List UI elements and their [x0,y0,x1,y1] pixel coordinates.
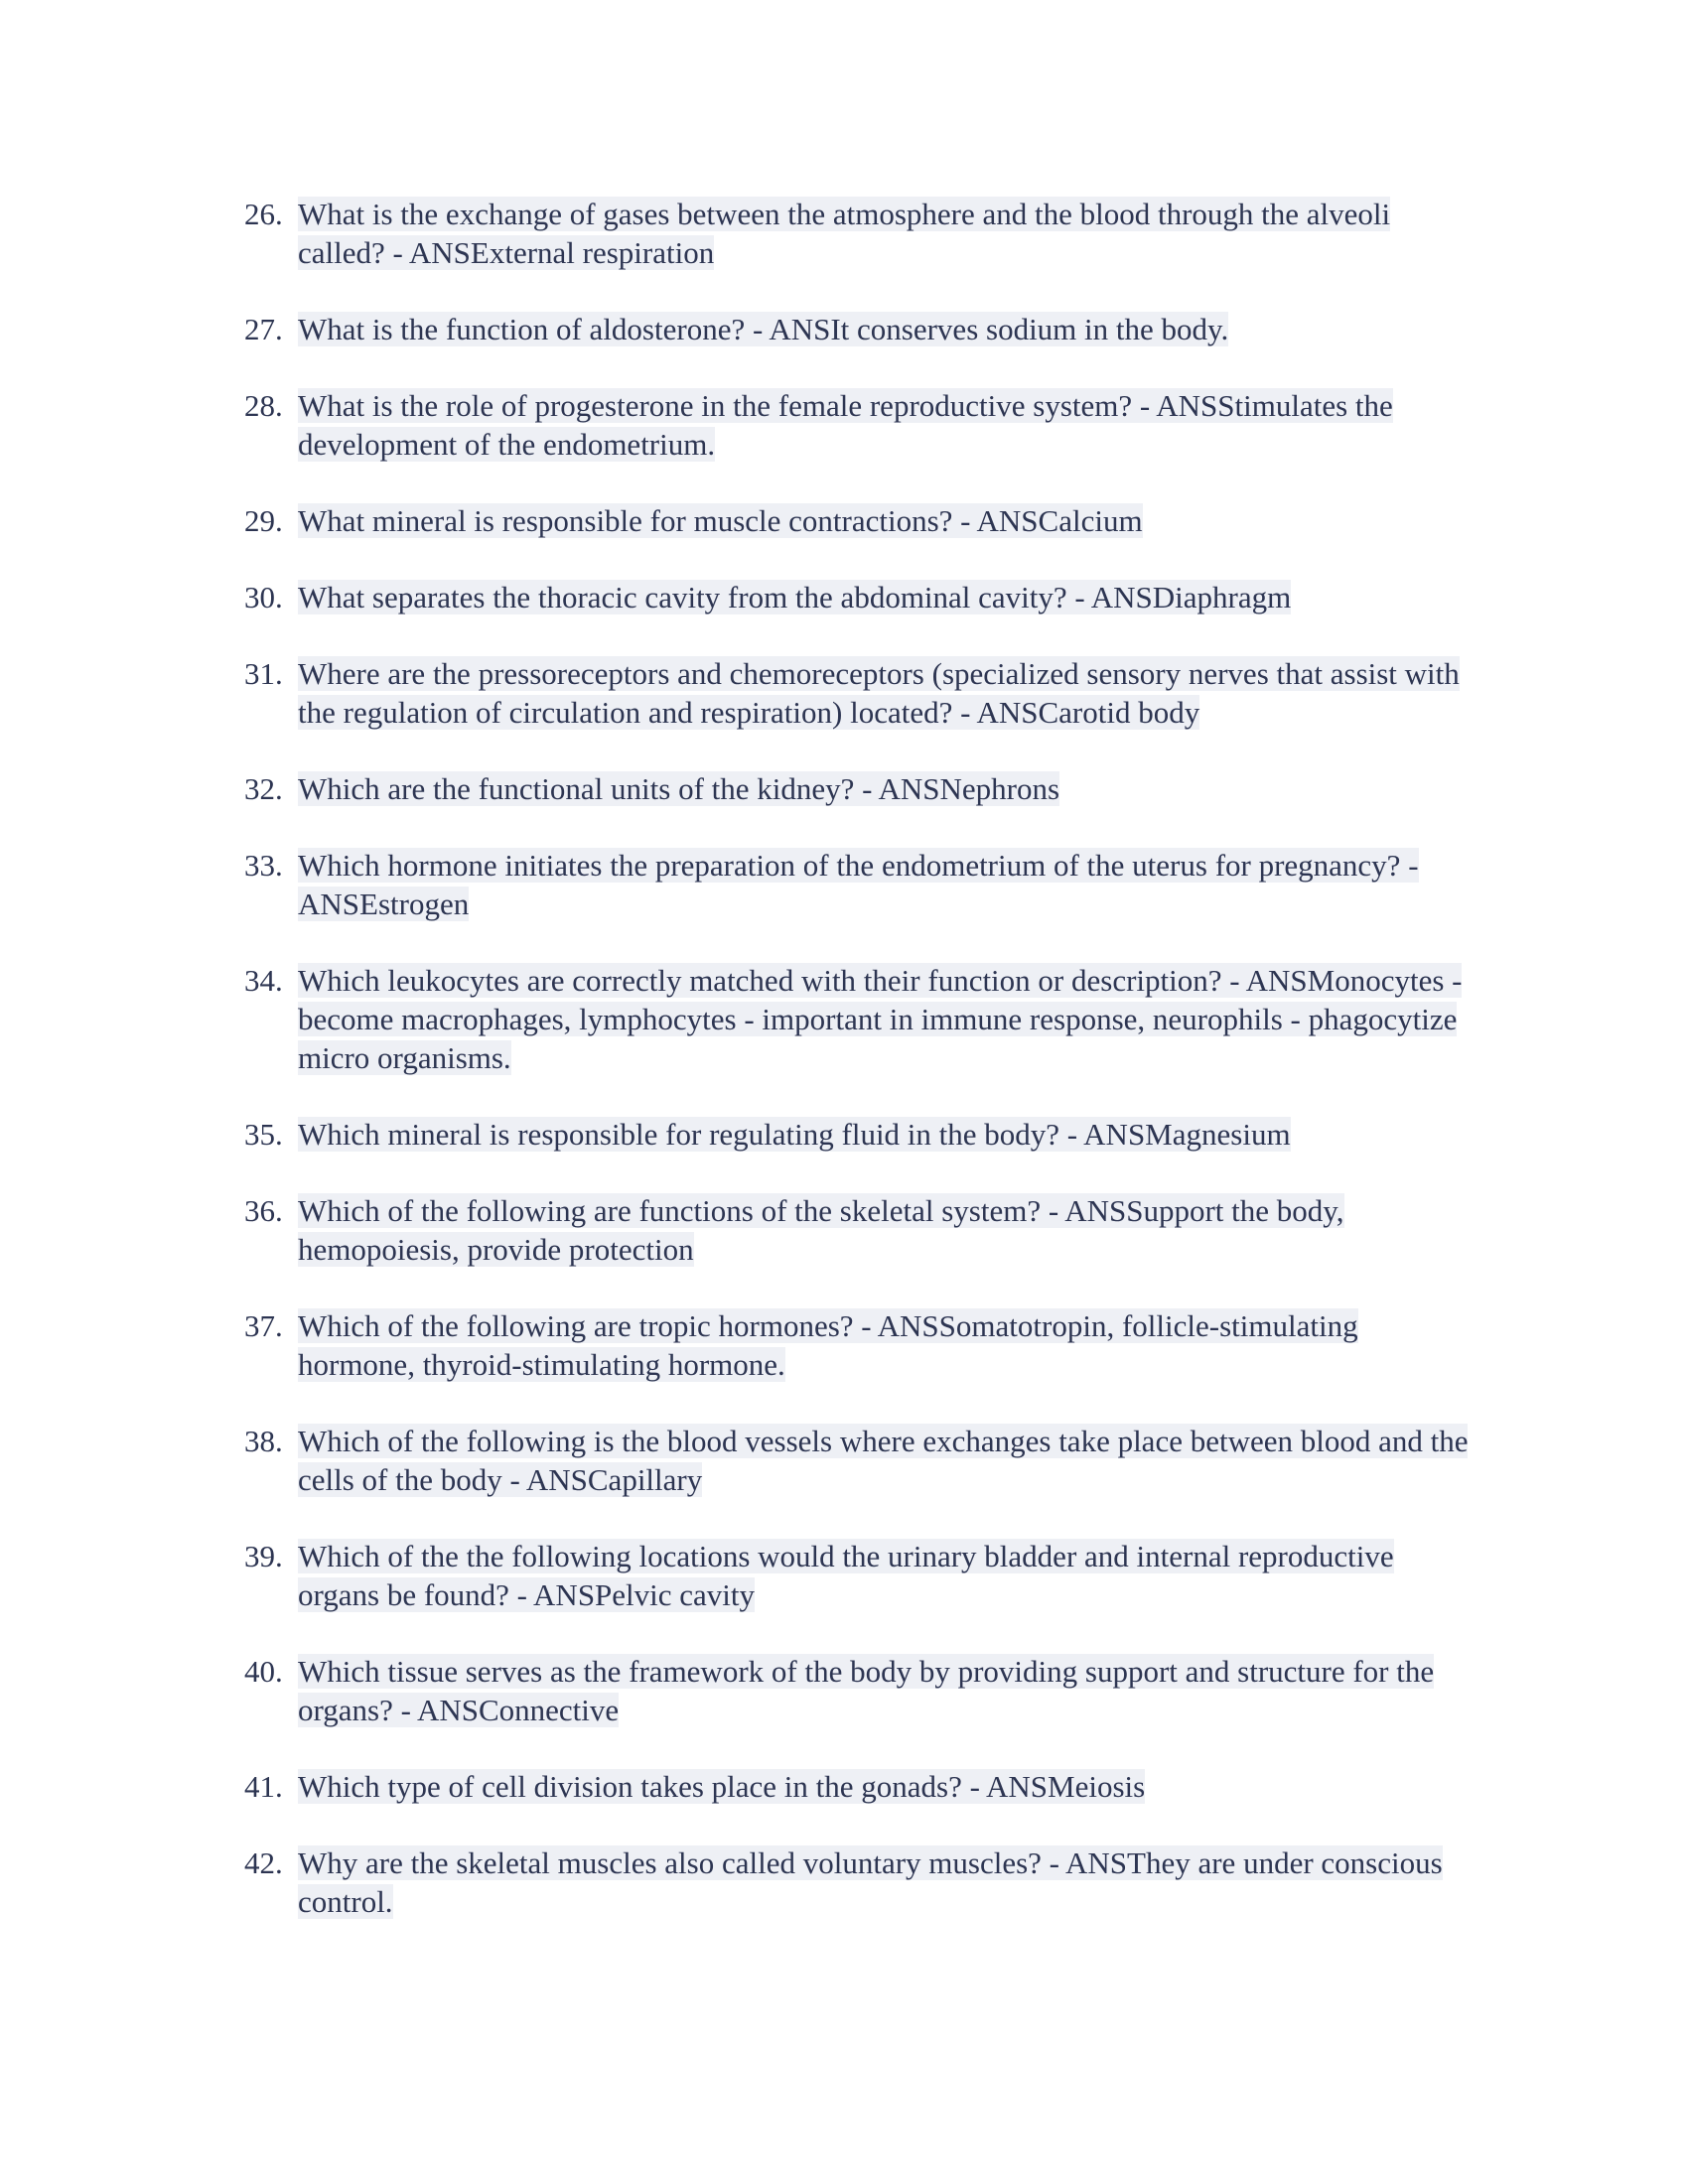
item-number: 38. [244,1424,283,1458]
item-number: 30. [244,580,283,614]
item-number: 40. [244,1654,283,1689]
list-item [244,1843,1476,1921]
list-item [244,1422,1476,1499]
item-number: 35. [244,1117,283,1152]
item-number: 28. [244,388,283,423]
list-item [244,846,1476,923]
item-text: Which of the following are tropic hormones? - ANSSomatotropin, follicle-stimulating hormone, thyroid-stimulating hormone. [298,1308,1358,1382]
item-text: Which are the functional units of the kidney? - ANSNephrons [298,771,1060,806]
list-item [244,578,1476,616]
item-number: 29. [244,503,283,538]
item-number: 31. [244,656,283,691]
item-text: Which hormone initiates the preparation of the endometrium of the uterus for pregnancy? - ANSEstrogen [298,848,1419,921]
item-text: Which tissue serves as the framework of the body by providing support and structure for the organs? - ANSConnective [298,1654,1435,1727]
item-number: 37. [244,1308,283,1343]
list-item [244,310,1476,348]
item-number: 34. [244,963,283,998]
question-list [244,195,1476,1959]
list-item [244,654,1476,732]
list-item [244,1537,1476,1614]
list-item [244,1767,1476,1806]
item-text: Which of the the following locations would the urinary bladder and internal reproductive organs be found? - ANSPelvic cavity [298,1539,1394,1612]
item-text: Which leukocytes are correctly matched with their function or description? - ANSMonocytes - become macrophages, lymphocytes - important in immune response, neurophils - phagocytize micro organisms. [298,963,1463,1075]
list-item [244,1191,1476,1269]
item-number: 33. [244,848,283,883]
list-item [244,1652,1476,1729]
item-number: 32. [244,771,283,806]
item-text: What separates the thoracic cavity from the abdominal cavity? - ANSDiaphragm [298,580,1292,614]
list-item [244,769,1476,808]
item-number: 41. [244,1769,283,1804]
item-text: What mineral is responsible for muscle contractions? - ANSCalcium [298,503,1143,538]
item-text: Where are the pressoreceptors and chemoreceptors (specialized sensory nerves that assist with the regulation of circulation and respiration) located? - ANSCarotid body [298,656,1460,730]
item-text: What is the role of progesterone in the female reproductive system? - ANSStimulates the development of the endometrium. [298,388,1393,462]
list-item [244,501,1476,540]
item-number: 27. [244,312,283,346]
item-text: Which type of cell division takes place in the gonads? - ANSMeiosis [298,1769,1146,1804]
item-number: 36. [244,1193,283,1228]
list-item [244,386,1476,464]
item-number: 26. [244,197,283,231]
list-item [244,1115,1476,1154]
item-text: Which of the following is the blood vessels where exchanges take place between blood and the cells of the body - ANSCapillary [298,1424,1469,1497]
item-text: Why are the skeletal muscles also called voluntary muscles? - ANSThey are under conscious control. [298,1845,1443,1919]
item-number: 42. [244,1845,283,1880]
item-text: Which mineral is responsible for regulating fluid in the body? - ANSMagnesium [298,1117,1291,1152]
item-text: What is the function of aldosterone? - ANSIt conserves sodium in the body. [298,312,1229,346]
list-item [244,1306,1476,1384]
item-number: 39. [244,1539,283,1573]
list-item [244,961,1476,1077]
list-item [244,195,1476,272]
item-text: What is the exchange of gases between the atmosphere and the blood through the alveoli called? - ANSExternal respiration [298,197,1391,270]
item-text: Which of the following are functions of the skeletal system? - ANSSupport the body, hemopoiesis, provide protection [298,1193,1344,1267]
